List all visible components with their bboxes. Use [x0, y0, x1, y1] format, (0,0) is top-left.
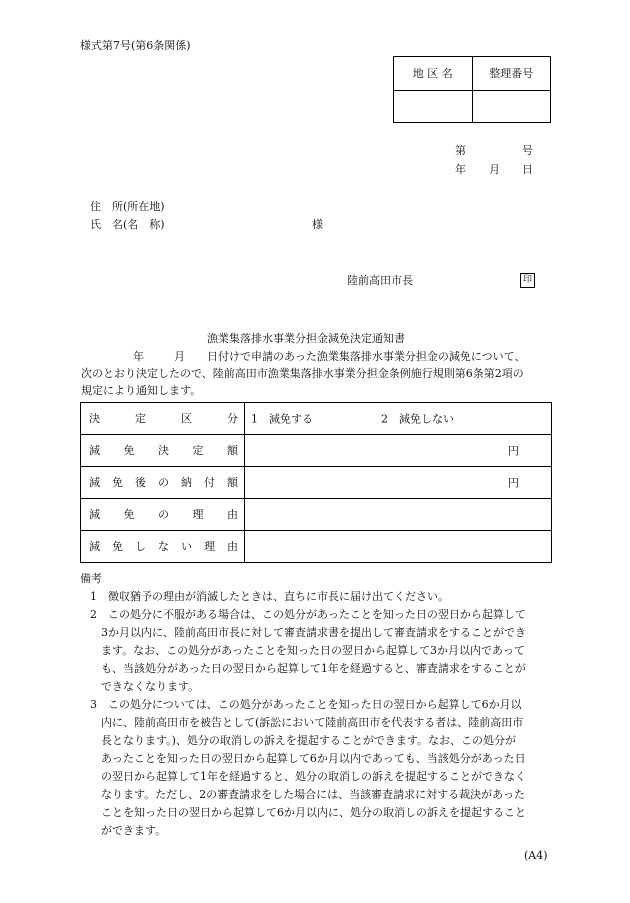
remark-line: ができます。 [101, 824, 167, 837]
non-exemption-reason-cell [245, 531, 552, 563]
table-row [81, 435, 552, 467]
issuer-title: 陸前高田市長 [347, 274, 413, 287]
row-label: 減 免 後 の 納 付 額 [81, 467, 245, 499]
remark-line: も、当該処分があった日の翌日から起算して1年を経過すると、審査請求をすることが [101, 662, 526, 675]
payment-after-exemption-cell [245, 467, 552, 499]
remark-line: 内に、陸前高田市を被告として(訴訟において陸前高田市を代表する者は、陸前高田市 [101, 716, 524, 729]
remark-line: なります。ただし、2の審査請求をした場合には、当該審査請求に対する裁決があった [101, 788, 526, 801]
honorific: 様 [312, 218, 323, 231]
seal-mark: 印 [520, 273, 535, 288]
remarks-heading: 備考 [80, 572, 102, 585]
remark-line: 3 この処分については、この処分があったことを知った日の翌日から起算して6か月以 [90, 698, 522, 711]
table-row [81, 467, 552, 499]
name-label: 氏 名(名 称) [90, 218, 165, 231]
body-text-line: 規定により通知します。 [81, 384, 202, 397]
document-title: 漁業集落排水事業分担金減免決定通知書 [207, 332, 405, 345]
ref-number-value-cell [472, 91, 551, 123]
doc-number-go: 号 [522, 144, 533, 157]
table-row [81, 403, 552, 435]
remark-line: 1 徴収猶予の理由が消滅したときは、直ちに市長に届け出てください。 [90, 590, 449, 603]
row-label: 決 定 区 分 [81, 403, 245, 435]
option-exempt[interactable]: 1 減免する [251, 412, 313, 425]
paper-size-note: (A4) [524, 849, 548, 862]
row-label: 減 免 し な い 理 由 [81, 531, 245, 563]
body-year: 年 [133, 350, 144, 363]
district-label: 地 区 名 [394, 57, 473, 91]
form-number: 様式第7号(第6条関係) [80, 39, 191, 52]
row-label: 減 免 決 定 額 [81, 435, 245, 467]
decision-table [80, 402, 552, 563]
address-label: 住 所(所在地) [90, 200, 165, 213]
remark-line: 3か月以内に、陸前高田市長に対して審査請求書を提出して審査請求をすることができ [101, 626, 526, 639]
exemption-amount-cell [245, 435, 552, 467]
body-text-line: 次のとおり決定したので、陸前高田市漁業集落排水事業分担金条例施行規則第6条第2項の [81, 367, 524, 380]
yen-unit: 円 [508, 476, 519, 489]
remark-line: あったことを知った日の翌日から起算して6か月以内であっても、当該処分があった日 [101, 752, 526, 765]
district-value-cell [394, 91, 473, 123]
yen-unit: 円 [508, 444, 519, 457]
date-day: 日 [522, 163, 533, 176]
row-label: 減 免 の 理 由 [81, 499, 245, 531]
exemption-reason-cell [245, 499, 552, 531]
date-month: 月 [489, 163, 500, 176]
date-year: 年 [455, 163, 466, 176]
remark-line: ます。なお、この処分があったことを知った日の翌日から起算して3か月以内であって [101, 644, 525, 657]
remark-line: ことを知った日の翌日から起算して6か月以内に、処分の取消しの訴えを提起すること [101, 806, 526, 819]
remark-line: 2 この処分に不服がある場合は、この処分があったことを知った日の翌日から起算して [90, 608, 526, 621]
option-not-exempt[interactable]: 2 減免しない [381, 412, 454, 425]
table-row [81, 531, 552, 563]
ref-number-label: 整理番号 [472, 57, 551, 91]
body-month: 月 [174, 350, 185, 363]
doc-number-dai: 第 [455, 144, 466, 157]
district-ref-table [393, 56, 551, 123]
remark-line: 長となります。)、処分の取消しの訴えを提起することができます。なお、この処分が [101, 734, 517, 747]
decision-options-cell [245, 403, 552, 435]
body-text-first: 日付けで申請のあった漁業集落排水事業分担金の減免について、 [207, 350, 526, 363]
remark-line: の翌日から起算して1年を経過すると、処分の取消しの訴えを提起することができなく [101, 770, 526, 783]
remark-line: できなくなります。 [101, 680, 200, 693]
table-row [81, 499, 552, 531]
